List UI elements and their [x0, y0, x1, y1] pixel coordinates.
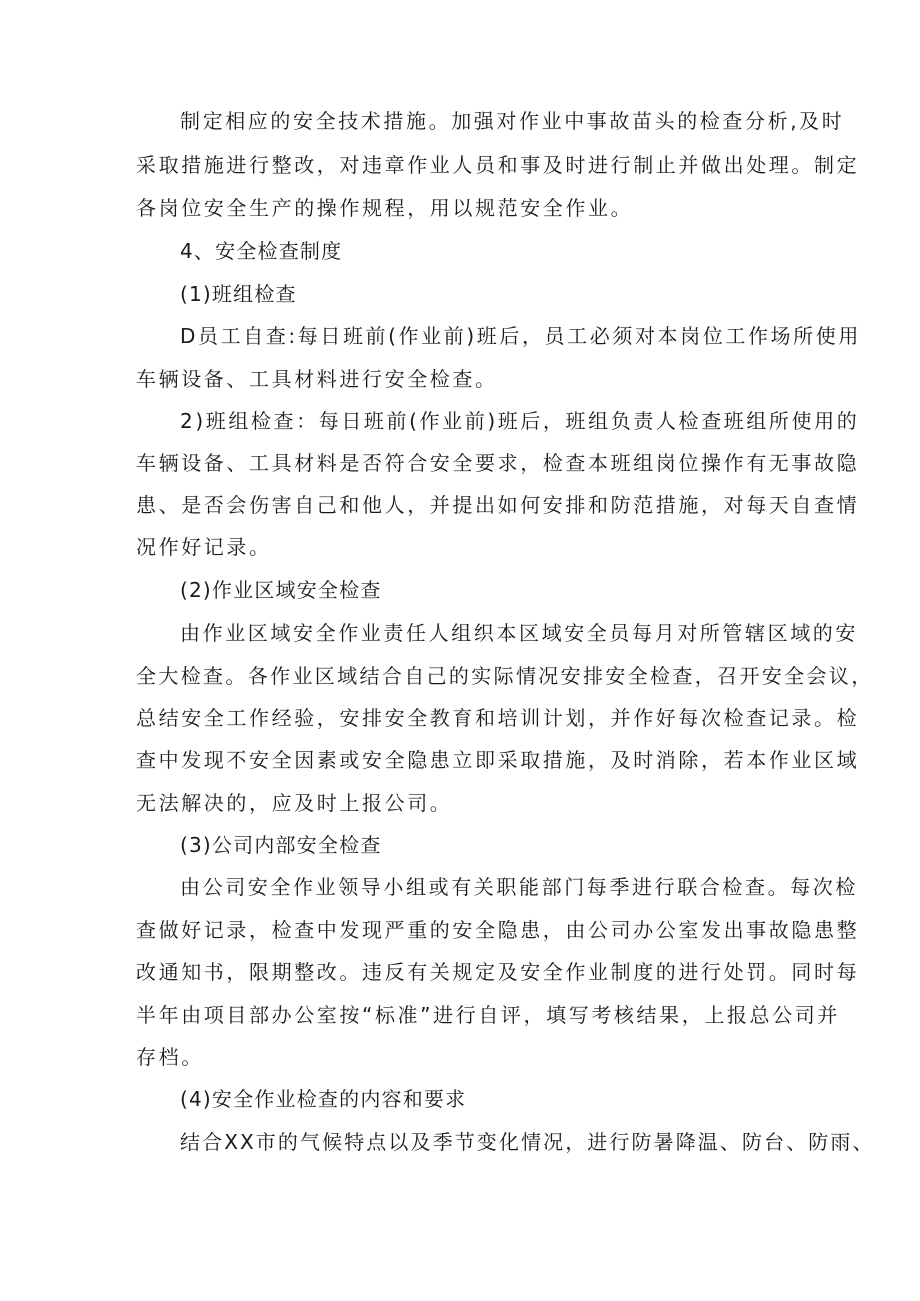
line-text: 车辆设备、工具材料是否符合安全要求，检查本班组岗位操作有无事故隐 — [136, 451, 860, 475]
line-text: 况作好记录。 — [136, 535, 272, 559]
line-text: 制定相应的安全技术措施。加强对作业中事故苗头的检查分析,及时 — [180, 109, 845, 133]
text-line — [0, 1125, 920, 1159]
text-line — [0, 616, 920, 650]
text-line — [0, 319, 920, 353]
line-text: 全大检查。各作业区域结合自己的实际情况安排安全检查，召开安全会议， — [136, 664, 874, 688]
text-line — [0, 955, 920, 989]
line-text: (1)班组检查 — [180, 282, 297, 306]
line-text: 查做好记录，检查中发现严重的安全隐患，由公司办公室发出事故隐患整 — [136, 918, 860, 942]
subsection-heading — [0, 1082, 920, 1116]
line-text: 总结安全工作经验，安排安全教育和培训计划，并作好每次检查记录。检 — [136, 706, 860, 730]
line-text: 车辆设备、工具材料进行安全检查。 — [136, 367, 498, 391]
text-line — [0, 786, 920, 820]
line-text: 采取措施进行整改，对违章作业人员和事及时进行制止并做出处理。制定 — [136, 153, 860, 177]
line-text: 无法解决的，应及时上报公司。 — [136, 791, 453, 815]
text-line — [0, 1040, 920, 1074]
line-text: 由作业区域安全作业责任人组织本区域安全员每月对所管辖区域的安 — [180, 621, 858, 645]
text-line — [0, 913, 920, 947]
text-line — [0, 998, 920, 1032]
text-line — [0, 446, 920, 480]
line-text: (2)作业区域安全检查 — [180, 578, 382, 602]
line-text: 查中发现不安全因素或安全隐患立即采取措施，及时消除，若本作业区域 — [136, 748, 860, 772]
text-line — [0, 870, 920, 904]
line-text: 半年由项目部办公室按“标准”进行自评，填写考核结果，上报总公司并 — [136, 1003, 840, 1027]
line-text: 存档。 — [136, 1045, 204, 1069]
text-line — [0, 362, 920, 396]
line-text: 患、是否会伤害自己和他人，并提出如何安排和防范措施，对每天自查情 — [136, 493, 860, 517]
text-line — [0, 104, 920, 138]
subsection-heading — [0, 573, 920, 607]
line-text: 改通知书，限期整改。违反有关规定及安全作业制度的进行处罚。同时每 — [136, 960, 860, 984]
text-line — [0, 404, 920, 438]
text-line — [0, 148, 920, 182]
text-line — [0, 530, 920, 564]
text-line — [0, 743, 920, 777]
line-text: (3)公司内部安全检查 — [180, 833, 382, 857]
text-line — [0, 191, 920, 225]
subsection-heading — [0, 828, 920, 862]
line-text: 各岗位安全生产的操作规程，用以规范安全作业。 — [136, 196, 634, 220]
line-text: 2)班组检查：每日班前(作业前)班后，班组负责人检查班组所使用的 — [180, 409, 860, 433]
line-text: 由公司安全作业领导小组或有关职能部门每季进行联合检查。每次检 — [180, 875, 858, 899]
subsection-heading — [0, 277, 920, 311]
text-line — [0, 659, 920, 693]
text-line — [0, 488, 920, 522]
line-text: 4、安全检查制度 — [180, 239, 343, 263]
text-line — [0, 701, 920, 735]
line-text: (4)安全作业检查的内容和要求 — [180, 1087, 467, 1111]
line-text: D员工自查:每日班前(作业前)班后，员工必须对本岗位工作场所使用 — [180, 324, 861, 348]
section-heading — [0, 234, 920, 268]
line-text: 结合XX市的气候特点以及季节变化情况，进行防暑降温、防台、防雨、 — [180, 1130, 875, 1154]
